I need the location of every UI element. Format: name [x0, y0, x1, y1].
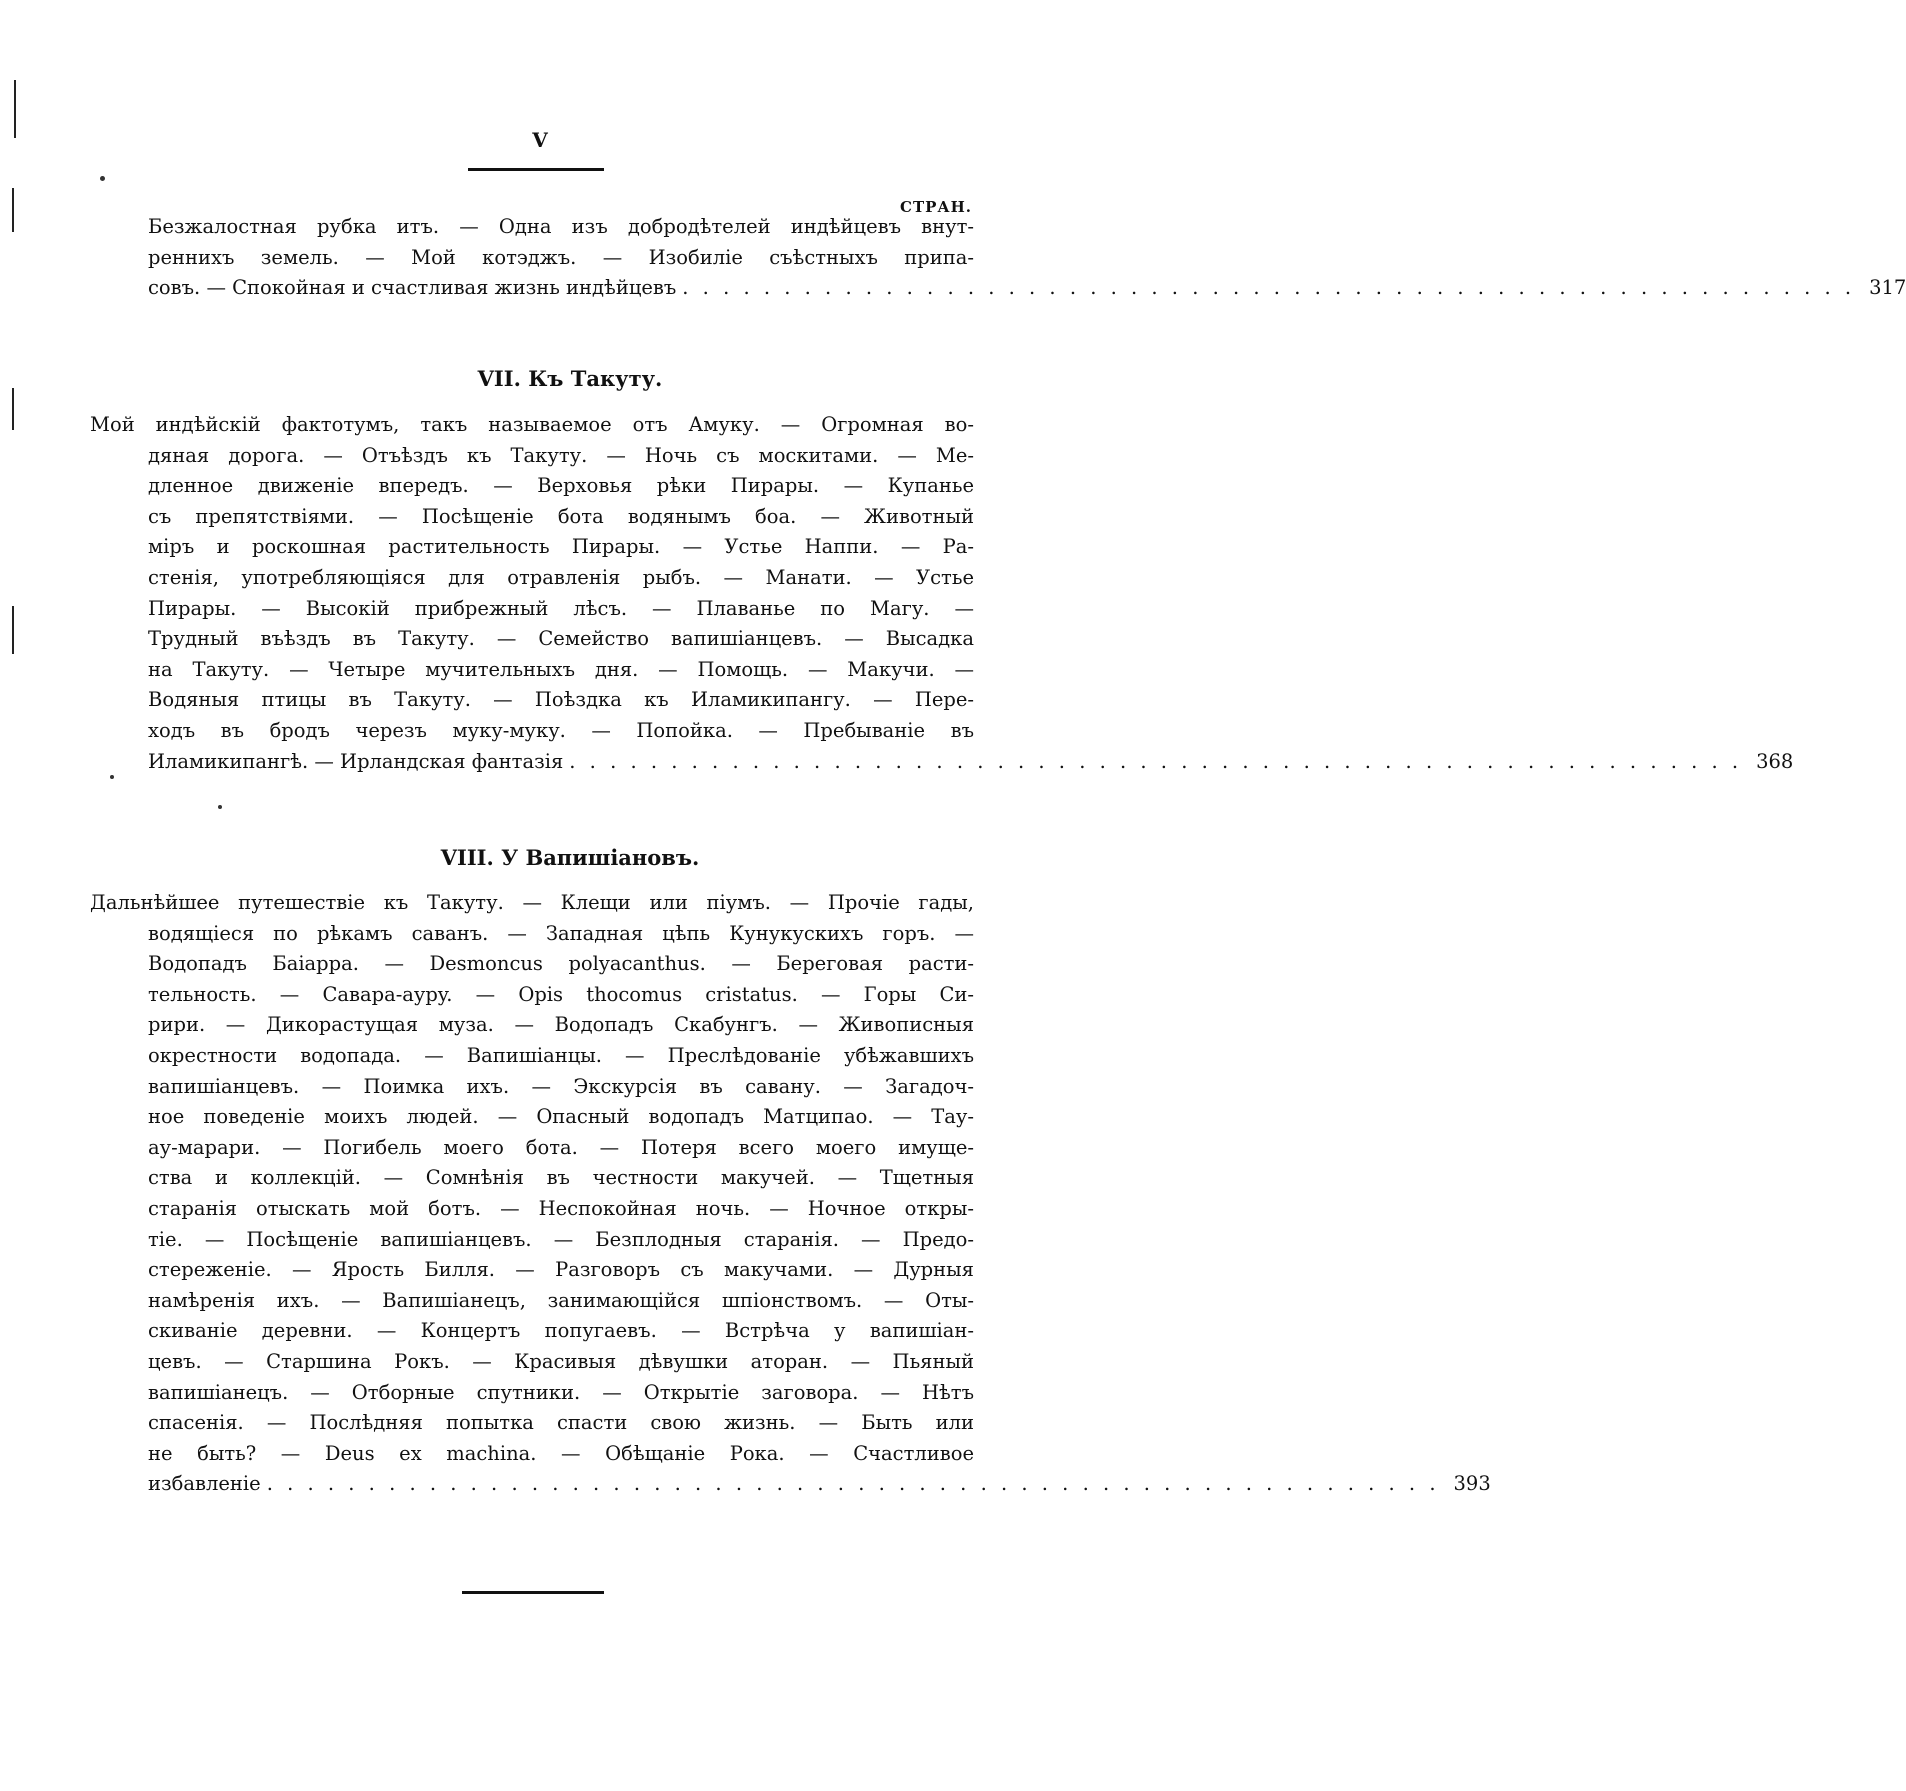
entry-line: цевъ. — Старшина Рокъ. — Красивыя дѣвушки аторан. — Пьяный: [148, 1349, 974, 1373]
entry-line: съ препятствіями. — Посѣщеніе бота водянымъ боа. — Животный: [148, 504, 974, 528]
entry-text: избавленіе: [148, 1472, 261, 1496]
entry-line: міръ и роскошная растительность Пирары. — Устье Наппи. — Ра-: [148, 535, 974, 559]
margin-mark: [12, 606, 14, 654]
entry-line: стереженіе. — Ярость Билля. — Разговоръ съ макучами. — Дурныя: [148, 1258, 974, 1282]
entry-line: Пирары. — Высокій прибрежный лѣсъ. — Плаванье по Магу. —: [148, 596, 974, 620]
page-number: V: [532, 128, 548, 152]
entry-line: Трудный въѣздъ въ Такуту. — Семейство вапишіанцевъ. — Высадка: [148, 627, 974, 651]
entry-text: Иламикипангѣ. — Ирландская фантазія: [148, 749, 564, 773]
entry-line: дяная дорога. — Отъѣздъ къ Такуту. — Ночь съ москитами. — Ме-: [148, 443, 974, 467]
entry-line: Безжалостная рубка итъ. — Одна изъ добродѣтелей индѣйцевъ внут-: [148, 215, 974, 238]
entry-line: старанія отыскать мой ботъ. — Неспокойная ночь. — Ночное откры-: [148, 1196, 974, 1220]
ink-speck: [100, 176, 105, 181]
page-column-label: СТРАН.: [900, 198, 972, 216]
ink-speck: [218, 805, 222, 809]
leader-dots: . . . . . . . . . . . . . . . . . . . . . . . . . . . . . . . . . . . . . . . . . . . . . . . . . . . . . . . . . .: [266, 1472, 1440, 1496]
entry-line: Водопадъ Баіарра. — Desmoncus polyacanthus. — Береговая расти-: [148, 952, 974, 976]
entry-line: вапишіанецъ. — Отборные спутники. — Открытіе заговора. — Нѣтъ: [148, 1380, 974, 1404]
page-reference: 393: [1453, 1472, 1491, 1496]
entry-line: рири. — Дикорастущая муза. — Водопадъ Скабунгъ. — Живописныя: [148, 1013, 974, 1037]
toc-entry: [90, 410, 1794, 777]
entry-line: дленное движеніе впередъ. — Верховья рѣки Пирары. — Купанье: [148, 474, 974, 498]
entry-line: ства и коллекцій. — Сомнѣнія въ честности макучей. — Тщетныя: [148, 1166, 974, 1190]
top-rule: [468, 168, 604, 171]
entry-line: ходъ въ бродъ черезъ муку-муку. — Попойка. — Пребываніе въ: [148, 718, 974, 742]
leader-dots: . . . . . . . . . . . . . . . . . . . . . . . . . . . . . . . . . . . . . . . . . . . . . . . . . . . . . . . . . .: [682, 276, 1856, 300]
entry-line: вапишіанцевъ. — Поимка ихъ. — Экскурсія въ савану. — Загадоч-: [148, 1074, 974, 1098]
entry-last-line: [90, 747, 1794, 778]
entry-line: ау-марари. — Погибель моего бота. — Потеря всего моего имуще-: [148, 1135, 974, 1159]
entry-line: ное поведеніе моихъ людей. — Опасный водопадъ Матципао. — Тау-: [148, 1105, 974, 1129]
entry-last-line: [148, 273, 1906, 304]
chapter-heading: VIII. У Вапишіановъ.: [440, 845, 700, 870]
entry-line: водящіеся по рѣкамъ саванъ. — Западная цѣпь Кунукускихъ горъ. —: [148, 921, 974, 945]
entry-line: реннихъ земель. — Мой котэджъ. — Изобиліе съѣстныхъ припа-: [148, 245, 974, 269]
entry-line: не быть? — Deus ex machina. — Обѣщаніе Рока. — Счастливое: [148, 1441, 974, 1465]
bottom-rule: [462, 1591, 604, 1594]
chapter-heading: VII. Къ Такуту.: [477, 366, 663, 391]
entry-line: Мой индѣйскій фактотумъ, такъ называемое отъ Амуку. — Огромная во-: [90, 413, 974, 436]
entry-line: окрестности водопада. — Вапишіанцы. — Преслѣдованіе убѣжавшихъ: [148, 1043, 974, 1067]
entry-line: стенія, употребляющіяся для отравленія рыбъ. — Манати. — Устье: [148, 565, 974, 589]
entry-line: намѣренія ихъ. — Вапишіанецъ, занимающійся шпіонствомъ. — Оты-: [148, 1288, 974, 1312]
entry-line: спасенія. — Послѣдняя попытка спасти свою жизнь. — Быть или: [148, 1411, 974, 1435]
leader-dots: . . . . . . . . . . . . . . . . . . . . . . . . . . . . . . . . . . . . . . . . . . . . . . . . . . . . . . . . . .: [569, 749, 1743, 773]
entry-line: скиваніе деревни. — Концертъ попугаевъ. — Встрѣча у вапишіан-: [148, 1319, 974, 1343]
toc-entry: [148, 212, 1906, 304]
margin-mark: [14, 80, 16, 138]
page-reference: 317: [1869, 276, 1906, 300]
entry-line: тельность. — Савара-аурy. — Opis thocomus cristatus. — Горы Си-: [148, 982, 974, 1006]
page-reference: 368: [1756, 749, 1794, 773]
entry-line: Водяныя птицы въ Такуту. — Поѣздка къ Иламикипангу. — Пере-: [148, 688, 974, 712]
toc-entry: [90, 888, 1491, 1500]
entry-last-line: [90, 1469, 1491, 1500]
entry-line: на Такуту. — Четыре мучительныхъ дня. — Помощь. — Макучи. —: [148, 657, 974, 681]
entry-line: Дальнѣйшее путешествіе къ Такуту. — Клещи или піумъ. — Прочіе гады,: [90, 891, 974, 914]
entry-text: совъ. — Спокойная и счастливая жизнь индѣйцевъ: [148, 276, 677, 300]
margin-mark: [12, 188, 14, 232]
entry-line: тіе. — Посѣщеніе вапишіанцевъ. — Безплодныя старанія. — Предо-: [148, 1227, 974, 1251]
margin-mark: [12, 388, 14, 430]
